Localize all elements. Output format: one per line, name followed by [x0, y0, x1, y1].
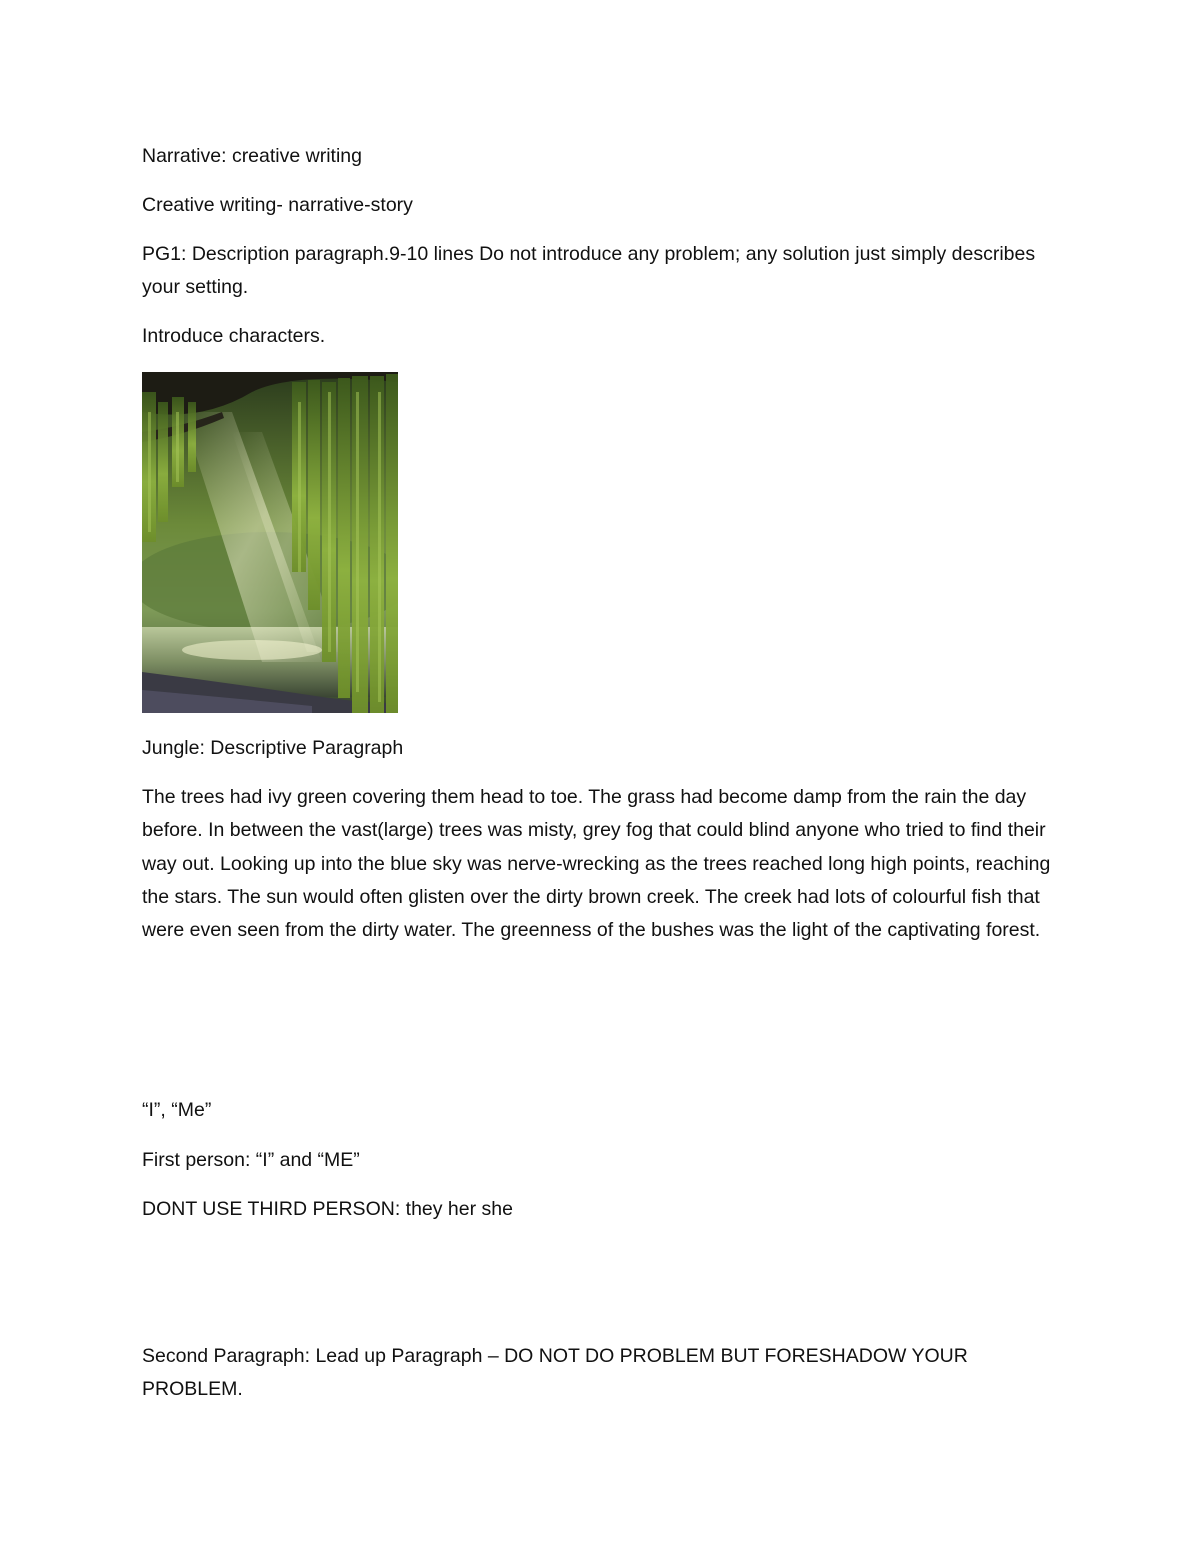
- third-person-line: DONT USE THIRD PERSON: they her she: [142, 1198, 513, 1220]
- introduce-characters: Introduce characters.: [142, 325, 326, 347]
- second-paragraph-instruction: Second Paragraph: Lead up Paragraph – DO NOT DO PROBLEM BUT FORESHADOW YOUR PROBLEM.: [142, 1345, 968, 1400]
- willow-creek-photo: [142, 372, 398, 713]
- pronouns-line: “I”, “Me”: [142, 1099, 212, 1121]
- heading-narrative: Narrative: creative writing: [142, 145, 362, 167]
- jungle-title: Jungle: Descriptive Paragraph: [142, 737, 404, 759]
- pg1-instruction: PG1: Description paragraph.9-10 lines Do not introduce any problem; any solution just simply describes your setting.: [142, 243, 1036, 298]
- jungle-paragraph: The trees had ivy green covering them head to toe. The grass had become damp from the rain the day before. In between the vast(large) trees was misty, grey fog that could blind anyone who tried to find their way out. Looking up into the blue sky was nerve-wrecking as the trees reached long high points, reaching the stars. The sun would often glisten over the dirty brown creek. The creek had lots of colourful fish that were even seen from the dirty water. The greenness of the bushes was the light of the captivating forest.: [142, 786, 1051, 942]
- heading-creative-writing: Creative writing- narrative-story: [142, 194, 413, 216]
- first-person-line: First person: “I” and “ME”: [142, 1149, 360, 1171]
